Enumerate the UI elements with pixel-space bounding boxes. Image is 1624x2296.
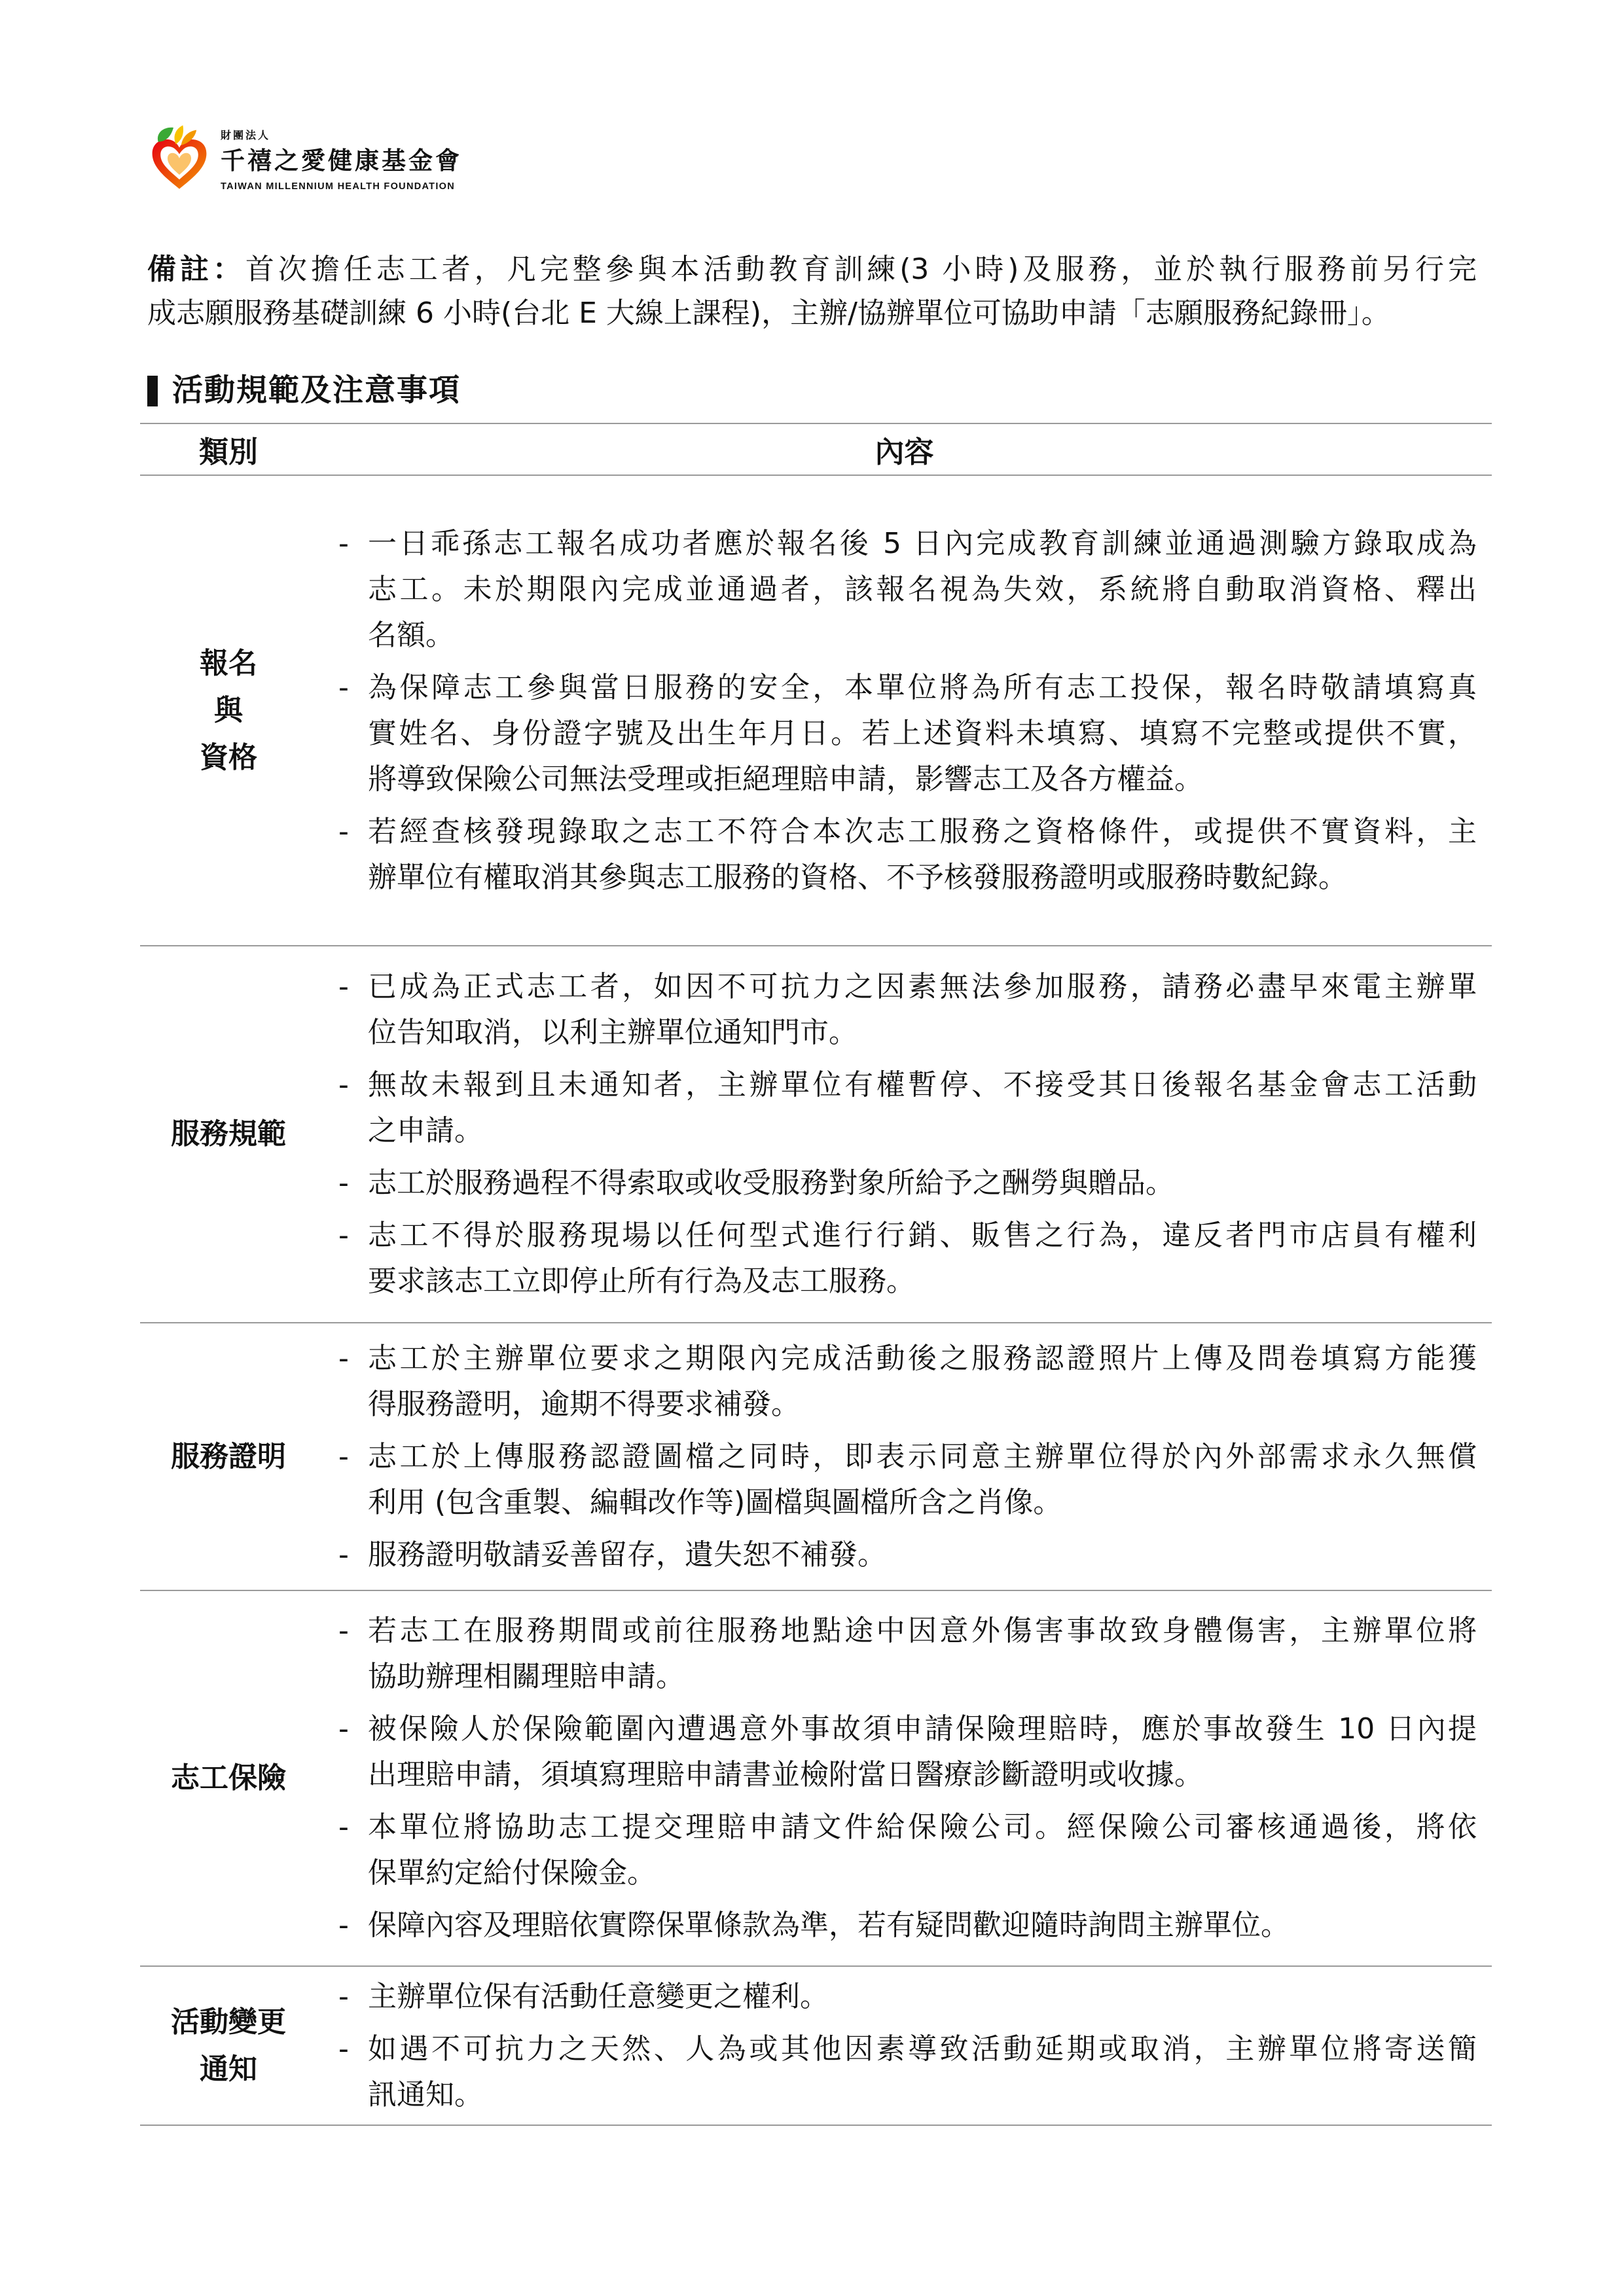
table-row [140,1591,1492,1967]
bullet-marker: - [338,814,349,848]
text-line: 保障內容及理賠依實際保單條款為準，若有疑問歡迎隨時詢問主辦單位。 [368,1909,1290,1942]
bullet-item [338,1062,1477,1154]
content-cell [317,1323,1492,1590]
logo-name-zh: 千禧之愛健康基金會 [221,146,462,175]
section-heading [147,374,540,409]
category-cell [140,1967,317,2125]
note-text: 首次擔任志工者，凡完整參與本活動教育訓練(3 小時)及服務，並於執行服務前另行完 [245,253,1477,286]
note-paragraph [147,247,1477,335]
bullet-text [368,1608,1477,1700]
logo-org-type: 財團法人 [221,129,271,141]
content-cell [317,946,1492,1322]
category-cell [140,1591,317,1965]
bullet-item [338,1532,1477,1578]
rules-table [140,423,1492,2126]
header-content: 內容 [875,435,934,469]
bullet-item [338,2026,1477,2118]
text-line: 協助辦理相關理賠申請。 [368,1660,685,1693]
text-line: 出理賠申請，須填寫理賠申請書並檢附當日醫療診斷證明或收據。 [368,1758,1203,1791]
bullet-marker: - [338,1166,349,1200]
category-label: 服務規範 [171,1117,286,1151]
bullet-marker: - [338,1341,349,1375]
bullet-item [338,1213,1477,1304]
text-line: 利用 (包含重製、編輯改作等)圖檔與圖檔所含之肖像。 [368,1485,1062,1519]
category-label: 與 [214,693,243,727]
logo-flame-yellow [174,125,183,144]
text-line: 志工於上傳服務認證圖檔之同時，即表示同意主辦單位得於內外部需求永久無償 [368,1439,1477,1473]
foundation-logo [150,124,471,194]
table-row [140,476,1492,946]
content-cell [317,1967,1492,2125]
table-row [140,1323,1492,1591]
category-label: 報名 [200,646,257,680]
bullet-text [368,1903,1477,1948]
text-line: 服務證明敬請妥善留存，遺失恕不補發。 [368,1537,886,1571]
category-label: 資格 [200,740,257,774]
bullet-item [338,964,1477,1056]
text-line: 被保險人於保險範圍內遭遇意外事故須申請保險理賠時，應於事故發生 10 日內提 [368,1712,1477,1746]
bullet-item [338,1608,1477,1700]
bullet-marker: - [338,526,349,560]
category-cell [140,1323,317,1590]
note-line [147,247,1477,291]
category-label: 服務證明 [171,1439,286,1473]
bullet-text [368,1434,1477,1526]
bullet-marker: - [338,1219,349,1252]
text-line: 志工於服務過程不得索取或收受服務對象所給予之酬勞與贈品。 [368,1166,1174,1200]
text-line: 保單約定給付保險金。 [368,1856,656,1890]
bullet-text [368,1706,1477,1798]
bullet-item [338,521,1477,658]
category-cell [140,946,317,1322]
text-line: 若志工在服務期間或前往服務地點途中因意外傷害事故致身體傷害，主辦單位將 [368,1614,1477,1647]
bullet-marker: - [338,1614,349,1647]
text-line: 志工。未於期限內完成並通過者，該報名視為失效，系統將自動取消資格、釋出 [368,572,1477,606]
logo-name-en: TAIWAN MILLENNIUM HEALTH FOUNDATION [221,181,456,192]
bullet-marker: - [338,1712,349,1746]
text-line: 位告知取消，以利主辦單位通知門市。 [368,1016,857,1049]
table-row [140,946,1492,1323]
bullet-marker: - [338,1068,349,1102]
category-label: 通知 [200,2052,257,2086]
bullet-marker: - [338,1537,349,1571]
heading-bar-icon [147,376,158,406]
bullet-item [338,1706,1477,1798]
bullet-item [338,1336,1477,1427]
bullet-marker: - [338,1439,349,1473]
text-line: 無故未報到且未通知者，主辦單位有權暫停、不接受其日後報名基金會志工活動 [368,1068,1477,1102]
text-line: 得服務證明，逾期不得要求補發。 [368,1387,800,1421]
text-line: 辦單位有權取消其參與志工服務的資格、不予核發服務證明或服務時數紀錄。 [368,860,1347,894]
text-line: 名額。 [368,618,454,652]
bullet-item [338,1434,1477,1526]
bullet-text [368,809,1477,901]
bullet-marker: - [338,970,349,1003]
header-category: 類別 [198,435,258,469]
bullet-text [368,2026,1477,2118]
text-line: 志工於主辦單位要求之期限內完成活動後之服務認證照片上傳及問卷填寫方能獲 [368,1341,1477,1375]
text-line: 主辦單位保有活動任意變更之權利。 [368,1979,829,2013]
bullet-item [338,809,1477,901]
table-header [140,424,1492,476]
note-line: 成志願服務基礎訓練 6 小時(台北 E 大線上課程)，主辦/協辦單位可協助申請「志願服務紀錄冊」。 [147,296,1390,330]
category-cell [140,476,317,945]
bullet-text [368,1532,1477,1578]
bullet-text [368,665,1477,802]
text-line: 一日乖孫志工報名成功者應於報名後 5 日內完成教育訓練並通過測驗方錄取成為 [368,526,1477,560]
text-line: 如遇不可抗力之天然、人為或其他因素導致活動延期或取消，主辦單位將寄送簡 [368,2032,1477,2066]
table-body [140,476,1492,2126]
text-line: 已成為正式志工者，如因不可抗力之因素無法參加服務，請務必盡早來電主辦單 [368,970,1477,1003]
text-line: 要求該志工立即停止所有行為及志工服務。 [368,1265,915,1298]
logo-leaf [158,128,173,142]
bullet-item [338,1804,1477,1896]
section-heading-text: 活動規範及注意事項 [172,372,461,408]
category-label: 活動變更 [171,2005,286,2039]
category-label: 志工保險 [171,1761,286,1795]
bullet-marker: - [338,1909,349,1942]
bullet-item [338,665,1477,802]
bullet-text [368,964,1477,1056]
note-label: 備註： [147,253,245,286]
content-cell [317,1591,1492,1965]
text-line: 將導致保險公司無法受理或拒絕理賠申請，影響志工及各方權益。 [368,762,1203,796]
bullet-text [368,1804,1477,1896]
content-cell [317,476,1492,945]
bullet-marker: - [338,670,349,704]
bullet-item [338,1160,1477,1206]
bullet-text [368,1213,1477,1304]
bullet-text [368,1160,1477,1206]
text-line: 為保障志工參與當日服務的安全，本單位將為所有志工投保，報名時敬請填寫真 [368,670,1477,704]
text-line: 實姓名、身份證字號及出生年月日。若上述資料未填寫、填寫不完整或提供不實， [368,716,1477,750]
bullet-item [338,1974,1477,2020]
bullet-text [368,1336,1477,1427]
bullet-marker: - [338,1979,349,2013]
bullet-text [368,1062,1477,1154]
bullet-text [368,1974,1477,2020]
text-line: 若經查核發現錄取之志工不符合本次志工服務之資格條件，或提供不實資料，主 [368,814,1477,848]
table-row [140,1967,1492,2126]
bullet-text [368,521,1477,658]
bullet-marker: - [338,1810,349,1844]
text-line: 訊通知。 [368,2077,483,2111]
text-line: 之申請。 [368,1114,483,1147]
text-line: 志工不得於服務現場以任何型式進行行銷、販售之行為，違反者門市店員有權利 [368,1219,1477,1252]
bullet-marker: - [338,2032,349,2066]
heart-leaf-logo-icon [150,124,209,190]
text-line: 本單位將協助志工提交理賠申請文件給保險公司。經保險公司審核通過後，將依 [368,1810,1477,1844]
bullet-item [338,1903,1477,1948]
